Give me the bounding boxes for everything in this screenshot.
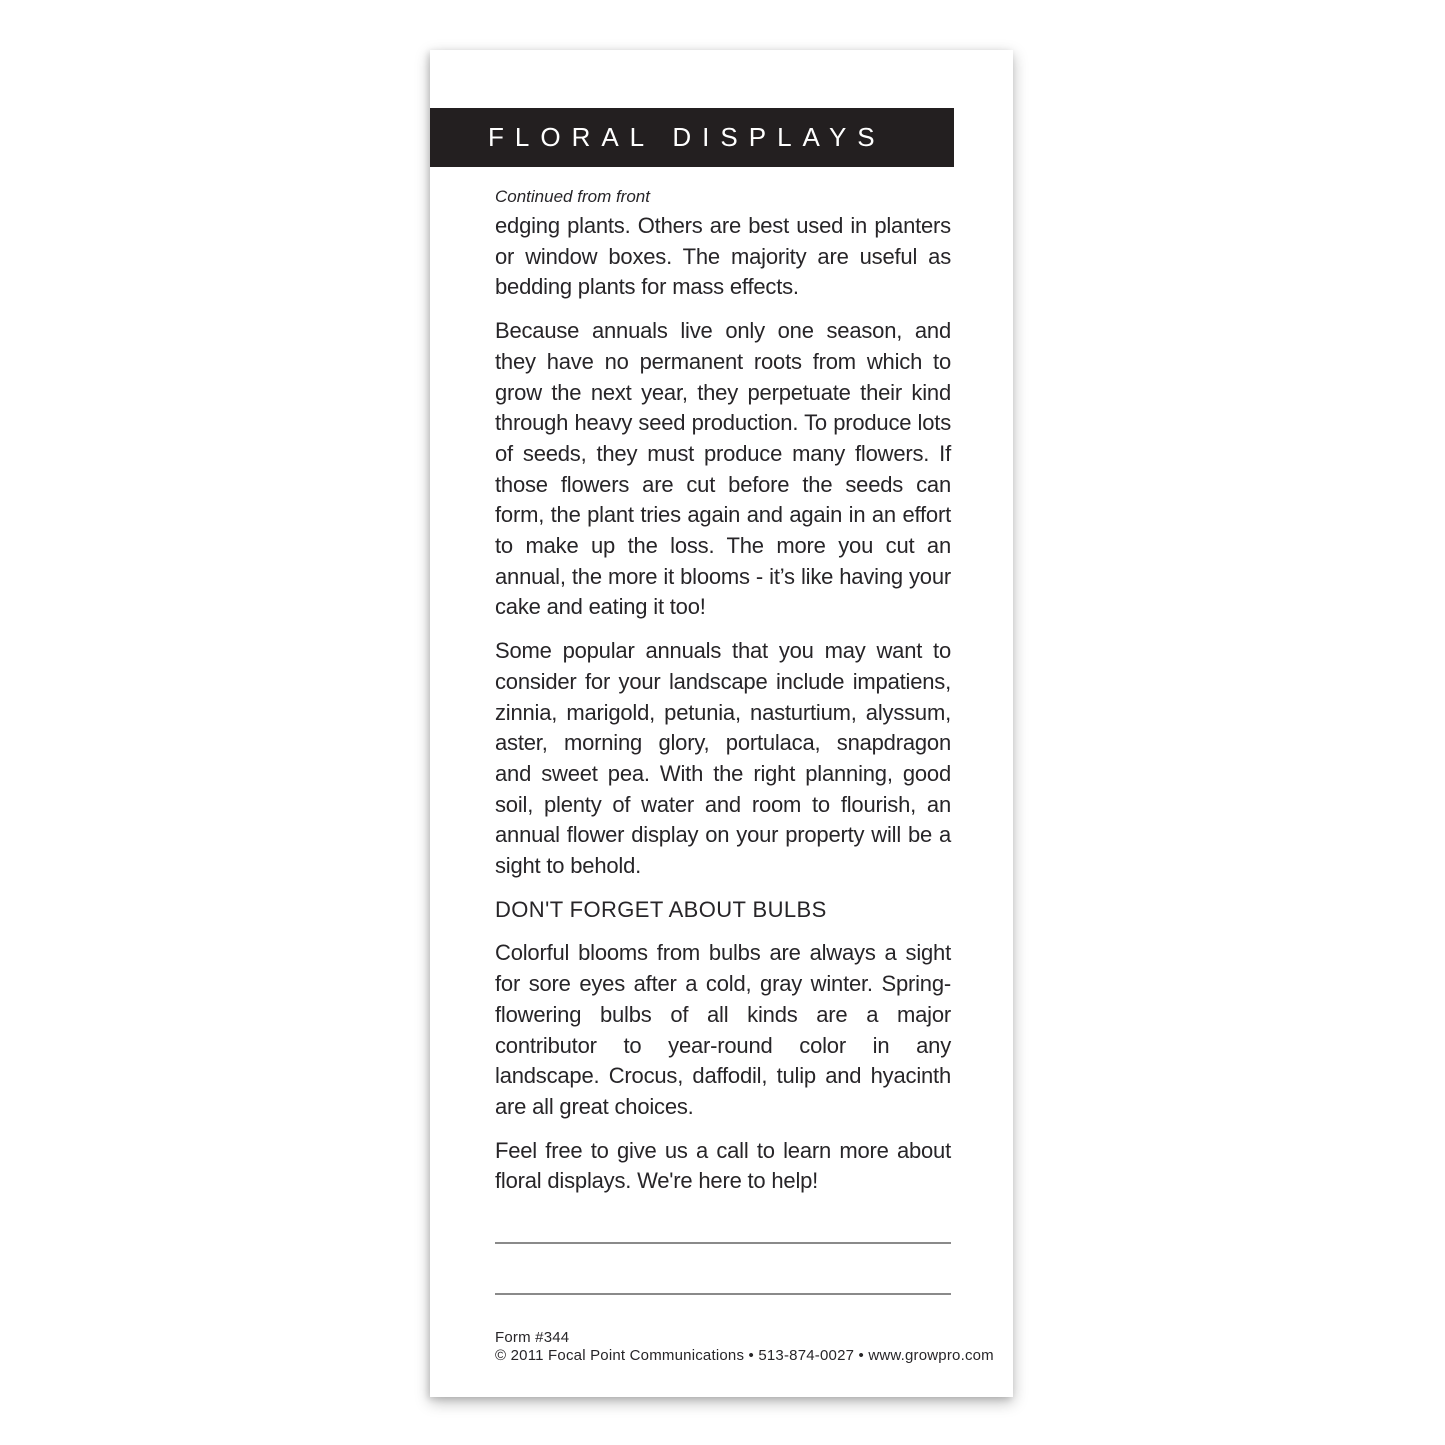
- paragraph-call-us: Feel free to give us a call to learn more about floral displays. We're here to help!: [495, 1137, 951, 1194]
- section-heading-bulbs: DON'T FORGET ABOUT BULBS: [495, 896, 827, 922]
- header-bar: [430, 108, 954, 167]
- continued-from-front-note: Continued from front: [495, 187, 650, 206]
- copyright-line: © 2011 Focal Point Communications • 513-874-0027 • www.growpro.com: [495, 1346, 994, 1364]
- paragraph-edging-plants: edging plants. Others are best used in planters or window boxes. The majority are useful as bedding plants for mass effects.: [495, 213, 951, 300]
- write-in-line-2: [495, 1293, 951, 1295]
- page-title: FLORAL DISPLAYS: [488, 122, 886, 152]
- paragraph-colorful-blooms: Colorful blooms from bulbs are always a sight for sore eyes after a cold, gray winter. Spring-flowering bulbs of all kinds are a major contributor to year-round color in any landscape. Crocus, daffodil, tulip and hyacinth are all great choices.: [495, 940, 951, 1119]
- paragraph-annuals-one-season: Because annuals live only one season, and they have no permanent roots from which to grow the next year, they perpetuate their kind through heavy seed production. To produce lots of seeds, they must produce many flowers. If those flowers are cut before the seeds can form, the plant tries again and again in an effort to make up the loss. The more you cut an annual, the more it blooms - it’s like having your cake and eating it too!: [495, 318, 951, 620]
- form-number: Form #344: [495, 1329, 570, 1346]
- paragraph-popular-annuals: Some popular annuals that you may want to consider for your landscape include impatiens, zinnia, marigold, petunia, nasturtium, alyssum, aster, morning glory, portulaca, snapdragon and sweet pea. With the right planning, good soil, plenty of water and room to flourish, an annual flower display on your property will be a sight to behold.: [495, 638, 951, 879]
- write-in-line-1: [495, 1242, 951, 1244]
- footer-block: [495, 1242, 994, 1364]
- body-text-column: [495, 186, 951, 1197]
- footer-text: [495, 1329, 994, 1364]
- flyer-card: [430, 50, 1013, 1397]
